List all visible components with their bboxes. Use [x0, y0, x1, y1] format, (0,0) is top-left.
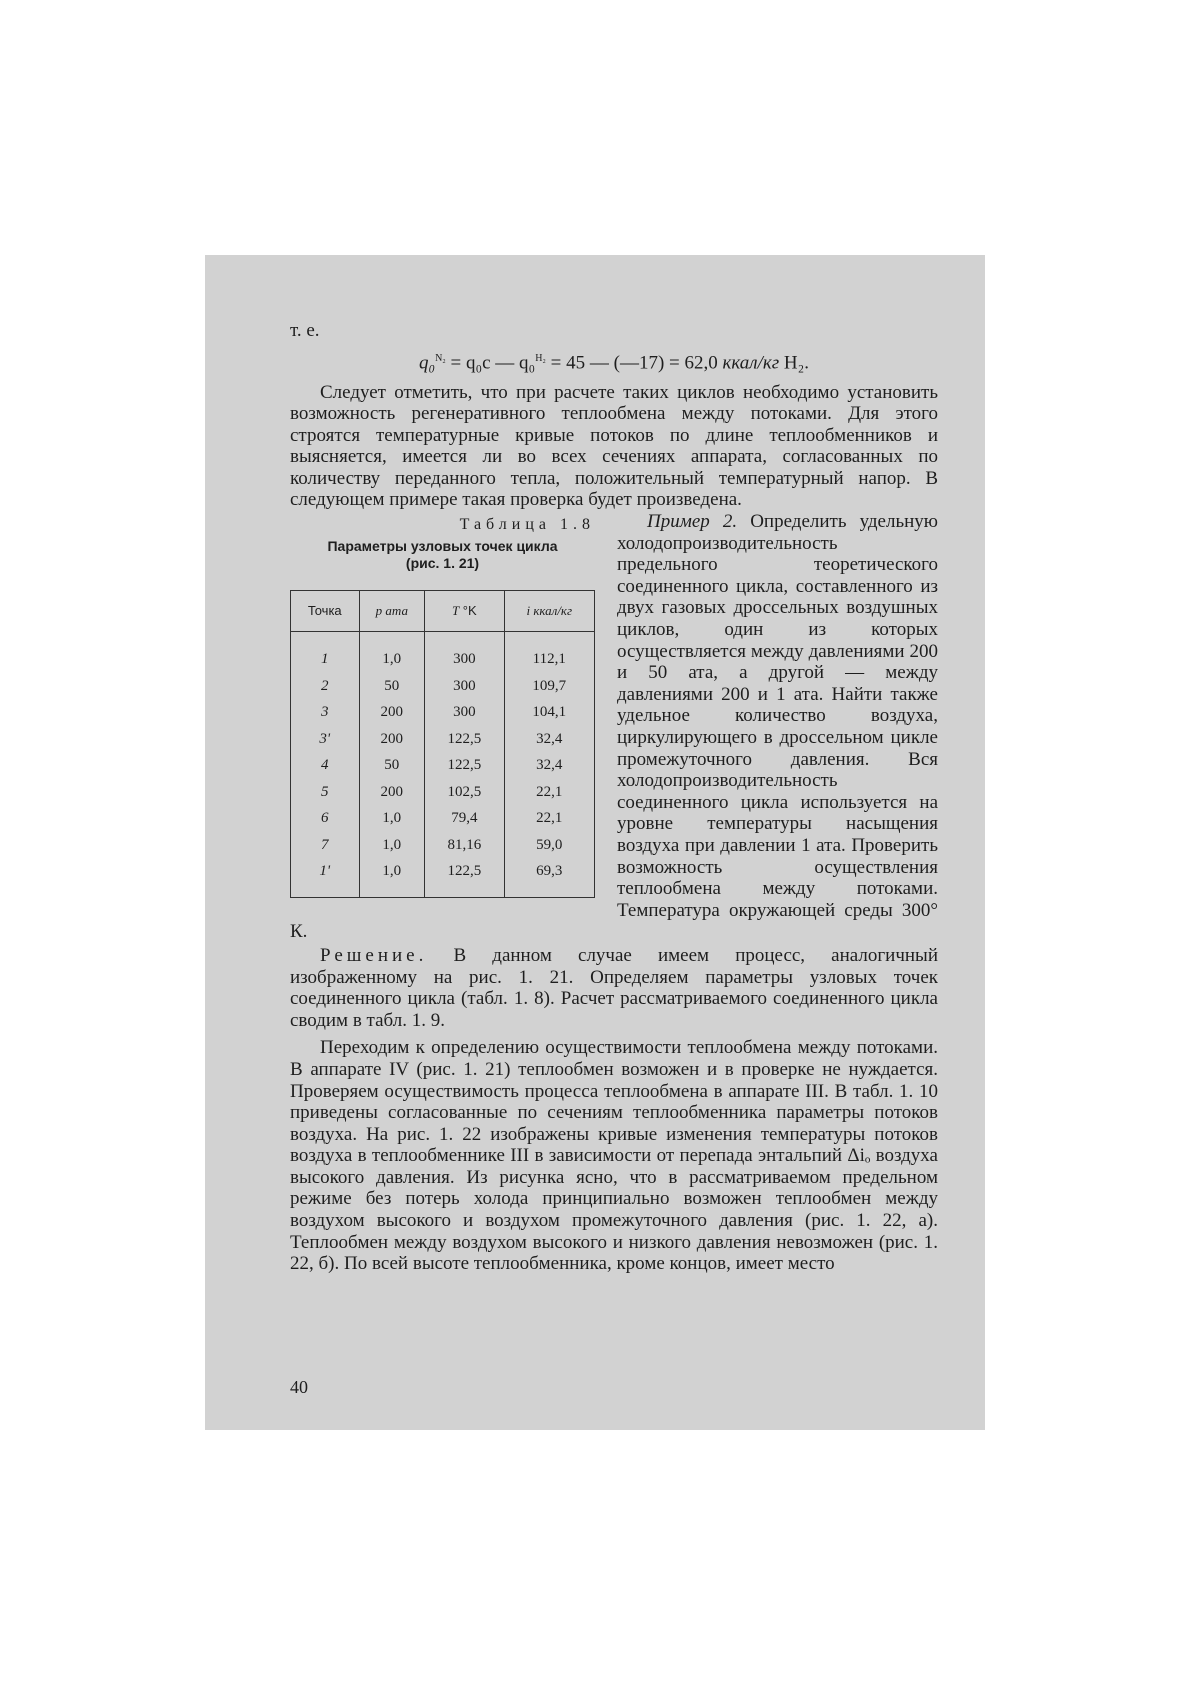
cell-temperature: 122,5	[425, 858, 504, 897]
page-number: 40	[290, 1377, 308, 1397]
example-label: Пример 2.	[647, 511, 738, 533]
cell-point: 3'	[319, 730, 331, 747]
table-title-line2: (рис. 1. 21)	[405, 555, 480, 572]
cell-point: 2	[321, 677, 329, 694]
cell-enthalpy: 59,0	[504, 832, 594, 859]
header-point: Точка	[291, 591, 360, 632]
cell-temperature: 102,5	[425, 779, 504, 806]
solution-label: Решение.	[320, 944, 428, 966]
header-temperature: T °K	[425, 591, 504, 632]
formula-mid-sup: H₂	[535, 352, 546, 364]
formula-eq1: = q₀c — q₀	[445, 351, 536, 373]
table-row	[291, 752, 595, 779]
cell-point: 4	[321, 757, 329, 774]
formula-left-sup: N₂	[435, 352, 446, 364]
table-row	[291, 726, 595, 753]
cell-pressure: 1,0	[359, 858, 425, 897]
cell-point: 6	[321, 810, 329, 827]
solution-text: В данном случае имеем процесс, аналогичный изображенному на рис. 1. 21. Определяем параметры узловых точек соединенного цикла (табл. 1. 8). Расчет рассматриваемого соединенного цикла сводим в табл. 1. 9.	[290, 944, 938, 1031]
cell-enthalpy: 22,1	[504, 805, 594, 832]
cell-pressure: 200	[359, 699, 425, 726]
table-row	[291, 673, 595, 700]
formula-left: q₀	[418, 351, 436, 373]
cell-temperature: 300	[425, 699, 504, 726]
header-pressure: p ата	[359, 591, 425, 632]
scanned-page	[205, 255, 985, 1430]
cell-enthalpy: 109,7	[504, 673, 594, 700]
cell-pressure: 200	[359, 779, 425, 806]
cell-temperature: 122,5	[425, 726, 504, 753]
cell-point: 3	[321, 704, 329, 721]
cell-pressure: 50	[359, 752, 425, 779]
cell-pressure: 1,0	[359, 832, 425, 859]
table-row	[291, 805, 595, 832]
cell-pressure: 1,0	[359, 632, 425, 673]
cell-enthalpy: 112,1	[504, 632, 594, 673]
cell-enthalpy: 22,1	[504, 779, 594, 806]
header-enthalpy: i ккал/кг	[504, 591, 594, 632]
page-content	[290, 320, 938, 1275]
table-header-row	[291, 591, 595, 632]
table-row	[291, 699, 595, 726]
cell-enthalpy: 104,1	[504, 699, 594, 726]
paragraph-3: Переходим к определению осуществимости теплообмена между потоками. В аппарате IV (рис. 1. 21) теплообмен возможен и в проверке не нуждается. Проверяем осуществимость процесса теплообмена в аппарате III. В табл. 1. 10 приведены согласованные по сечениям теплообменника параметры потоков воздуха. На рис. 1. 22 изображены кривые изменения температуры потоков воздуха в теплообменнике III в зависимости от перепада энтальпий Δiₒ воздуха высокого давления. Из рисунка ясно, что в рассматриваемом предельном режиме без потерь холода принципиально возможен теплообмен между воздухом высокого и воздухом промежуточного давления (рис. 1. 22, а). Теплообмен между воздухом высокого и низкого давления невозможен (рис. 1. 22, б). По всей высоте теплообменника, кроме концов, имеет место	[290, 1037, 938, 1275]
table-row	[291, 858, 595, 897]
table-row	[291, 632, 595, 673]
table-row	[291, 832, 595, 859]
formula-unit: ккал/кг	[722, 351, 780, 373]
cell-enthalpy: 69,3	[504, 858, 594, 897]
cell-enthalpy: 32,4	[504, 752, 594, 779]
cell-pressure: 200	[359, 726, 425, 753]
cell-point: 1	[321, 651, 329, 668]
cell-temperature: 122,5	[425, 752, 504, 779]
table-body	[291, 632, 595, 898]
table-title	[290, 538, 595, 572]
cell-temperature: 300	[425, 632, 504, 673]
cell-point: 5	[321, 783, 329, 800]
parameters-table	[290, 590, 595, 898]
cell-enthalpy: 32,4	[504, 726, 594, 753]
cell-temperature: 79,4	[425, 805, 504, 832]
formula-eq2: = 45 — (—17) = 62,0	[545, 351, 723, 373]
table-title-line1: Параметры узловых точек цикла	[327, 538, 558, 555]
cell-point: 7	[321, 836, 329, 853]
formula	[290, 348, 938, 374]
solution-paragraph	[290, 945, 938, 1031]
paragraph-1: Следует отметить, что при расчете таких циклов необходимо установить возможность регенеративного теплообмена между потоками. Для этого строятся температурные кривые потоков по длине теплообменников и выясняется, имеется ли во всех сечениях аппарата, согласованных по количеству переданного тепла, положительный температурный напор. В следующем примере такая проверка будет произведена.	[290, 381, 938, 511]
cell-point: 1'	[319, 863, 331, 880]
cell-pressure: 50	[359, 673, 425, 700]
cell-temperature: 81,16	[425, 832, 504, 859]
table-row	[291, 779, 595, 806]
formula-tail: H₂.	[779, 351, 810, 373]
example-text: Определить удельную холодопроизводительность предельного теоретического соединенного цикла, составленного из двух газовых дроссельных воздушных циклов, один из которых осуществляется между давлениями 200 и 50 ата, а другой — между давлениями 200 и 1 ата. Найти также удельное количество воздуха, циркулирующего в дроссельном цикле промежуточного давления. Вся холодопроизводительность соединенного цикла используется на уровне температуры насыщения воздуха при давлении 1 ата. Проверить возможность осуществления теплообмена между потоками. Температура окружающей среды 300° К.	[290, 511, 939, 943]
table-block	[290, 516, 595, 898]
cell-temperature: 300	[425, 673, 504, 700]
intro-text: т. е.	[290, 320, 320, 341]
cell-pressure: 1,0	[359, 805, 425, 832]
table-caption: Таблица 1.8	[459, 516, 595, 534]
